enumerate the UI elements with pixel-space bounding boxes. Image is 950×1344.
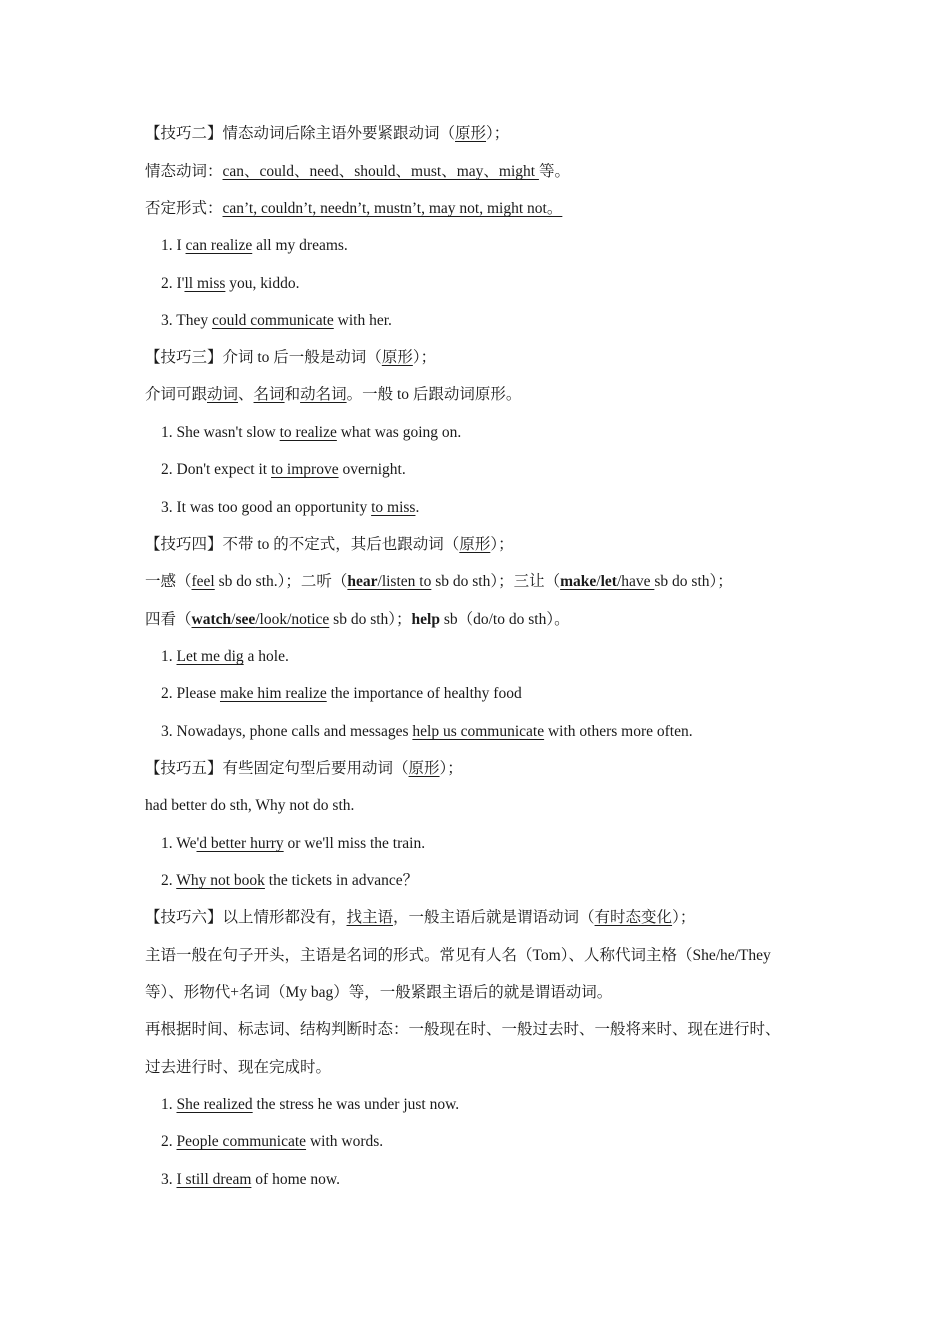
heading-text: ，一般主语后就是谓语动词（ xyxy=(393,909,595,926)
body-text: with others more often. xyxy=(544,723,693,740)
bold-term: make xyxy=(560,573,597,590)
body-text: with her. xyxy=(333,312,392,329)
underlined-term: 动名词 xyxy=(300,386,347,403)
heading-text: 【技巧二】情态动词后除主语外要紧跟动词（ xyxy=(145,125,456,142)
underlined-term: can realize xyxy=(185,237,253,254)
body-text: 等）、形物代+名词（My bag）等，一般紧跟主语后的就是谓语动词。 xyxy=(145,984,613,1001)
heading-text: 【技巧三】介词 to 后一般是动词（ xyxy=(145,349,382,366)
body-text: the importance of healthy food xyxy=(326,685,522,702)
body-text: 1. I xyxy=(161,237,186,254)
example-sentence xyxy=(161,460,406,480)
bold-term: hear xyxy=(347,573,378,590)
body-text: 。一般 to 后跟动词原形。 xyxy=(346,386,522,403)
underlined-term: 有时态变化 xyxy=(594,909,673,926)
body-text: 再根据时间、标志词、结构判断时态：一般现在时、一般过去时、一般将来时、现在进行时、 xyxy=(145,1021,781,1038)
body-text: overnight. xyxy=(338,461,406,478)
body-text: 和 xyxy=(284,386,301,403)
heading-text: 【技巧四】不带 to 的不定式，其后也跟动词（ xyxy=(145,536,460,553)
body-text: 1. xyxy=(161,648,177,665)
underlined-term: 名词 xyxy=(253,386,285,403)
underlined-term: feel xyxy=(191,573,215,590)
body-text: what was going on. xyxy=(336,424,462,441)
example-sentence xyxy=(161,684,522,704)
underlined-term: 原形 xyxy=(455,125,487,142)
underlined-term: 'd better hurry xyxy=(196,835,284,852)
heading-text: ）； xyxy=(486,125,510,142)
heading-text: ）； xyxy=(490,536,514,553)
body-text: 3. It was too good an opportunity xyxy=(161,499,372,516)
body-text: 主语一般在句子开头，主语是名词的形式。常见有人名（Tom）、人称代词主格（She/he/They xyxy=(145,947,771,964)
underlined-term: Let me dig xyxy=(176,648,244,665)
underlined-term: can’t, couldn’t, needn’t, mustn’t, may not, might not。 xyxy=(222,200,563,217)
body-text: or we'll miss the train. xyxy=(283,835,426,852)
underlined-term: People communicate xyxy=(176,1133,307,1150)
heading-text: 【技巧五】有些固定句型后要用动词（ xyxy=(145,760,409,777)
body-text: sb do sth）； xyxy=(329,611,412,628)
underlined-term: make him realize xyxy=(219,685,327,702)
underlined-term: to improve xyxy=(270,461,339,478)
underlined-term: 动词 xyxy=(207,386,239,403)
bare-infinitive-line-1 xyxy=(145,572,733,592)
body-text: 2. Please xyxy=(161,685,220,702)
subject-desc-line-1 xyxy=(145,946,771,966)
tense-desc-line-2 xyxy=(145,1058,331,1078)
body-text: 介词可跟 xyxy=(145,386,208,403)
example-sentence xyxy=(161,311,392,331)
body-text: with words. xyxy=(306,1133,384,1150)
body-text: 等。 xyxy=(538,163,570,180)
fixed-pattern-line xyxy=(145,796,354,816)
underlined-term: /look/notice xyxy=(255,611,330,628)
body-text: 1. We xyxy=(161,835,197,852)
example-sentence xyxy=(161,1132,383,1152)
example-sentence xyxy=(161,871,418,891)
tip4-heading xyxy=(145,535,514,555)
underlined-term: can、could、need、should、must、may、might xyxy=(222,163,539,180)
body-text: 2. I' xyxy=(161,275,185,292)
underlined-term: 原形 xyxy=(408,760,440,777)
tip2-heading xyxy=(145,124,509,144)
example-sentence xyxy=(161,1170,340,1190)
body-text: the stress he was under just now. xyxy=(252,1096,460,1113)
body-text: 、 xyxy=(238,386,254,403)
body-text: 一感（ xyxy=(145,573,192,590)
negative-forms-line xyxy=(145,199,562,219)
body-text: sb（do/to do sth）。 xyxy=(439,611,570,628)
bold-term: see xyxy=(235,611,256,628)
subject-desc-line-2 xyxy=(145,983,612,1003)
body-text: sb do sth）； xyxy=(654,573,733,590)
example-sentence xyxy=(161,834,425,854)
heading-text: 【技巧六】以上情形都没有， xyxy=(145,909,347,926)
modal-verbs-line xyxy=(145,162,570,182)
tip3-heading xyxy=(145,348,436,368)
body-text: you, kiddo. xyxy=(225,275,300,292)
body-text: all my dreams. xyxy=(252,237,348,254)
body-text: 2. Don't expect it xyxy=(161,461,271,478)
tip5-heading xyxy=(145,759,463,779)
body-text: sb do sth）；三让（ xyxy=(431,573,561,590)
heading-text: ）； xyxy=(439,760,463,777)
bold-term: let xyxy=(600,573,617,590)
example-sentence xyxy=(161,236,348,256)
preposition-desc-line xyxy=(145,385,521,405)
underlined-term: help us communicate xyxy=(412,723,545,740)
body-text: 1. She wasn't slow xyxy=(161,424,280,441)
heading-text: ）； xyxy=(412,349,437,366)
label-text: 情态动词： xyxy=(145,163,223,180)
body-text: 3. Nowadays, phone calls and messages xyxy=(161,723,413,740)
example-sentence xyxy=(161,1095,459,1115)
underlined-term: ll miss xyxy=(184,275,226,292)
body-text: . xyxy=(415,499,420,516)
body-text: 过去进行时、现在完成时。 xyxy=(145,1059,332,1076)
underlined-term: Why not book xyxy=(176,872,265,889)
body-text: 四看（ xyxy=(145,611,192,628)
example-sentence xyxy=(161,647,289,667)
underlined-term: /have xyxy=(616,573,655,590)
underlined-term: /listen to xyxy=(377,573,432,590)
body-text: a hole. xyxy=(243,648,289,665)
body-text: 1. xyxy=(161,1096,177,1113)
bold-term: watch xyxy=(191,611,232,628)
underlined-term: 原形 xyxy=(459,536,491,553)
example-sentence xyxy=(161,498,419,518)
underlined-term: 原形 xyxy=(381,349,413,366)
tense-desc-line-1 xyxy=(145,1020,781,1040)
slash-text: / xyxy=(596,573,601,590)
bold-term: help xyxy=(411,611,440,628)
body-text: 3. xyxy=(161,1171,177,1188)
underlined-term: 找主语 xyxy=(346,909,394,926)
example-sentence xyxy=(161,722,693,742)
body-text: 2. xyxy=(161,872,177,889)
underlined-term: She realized xyxy=(176,1096,253,1113)
tip6-heading xyxy=(145,908,695,928)
example-sentence xyxy=(161,423,461,443)
body-text: sb do sth.）；二听（ xyxy=(214,573,348,590)
underlined-term: to miss xyxy=(371,499,416,516)
example-sentence xyxy=(161,274,299,294)
underlined-term: I still dream xyxy=(176,1171,252,1188)
underlined-term: to realize xyxy=(279,424,337,441)
underlined-term: could communicate xyxy=(211,312,334,329)
heading-text: ）； xyxy=(672,909,696,926)
body-text: had better do sth, Why not do sth. xyxy=(145,797,355,814)
slash-text: / xyxy=(231,611,236,628)
body-text: 2. xyxy=(161,1133,177,1150)
body-text: 3. They xyxy=(161,312,212,329)
body-text: of home now. xyxy=(251,1171,340,1188)
bare-infinitive-line-2 xyxy=(145,610,570,630)
body-text: the tickets in advance？ xyxy=(264,872,419,889)
label-text: 否定形式： xyxy=(145,200,223,217)
